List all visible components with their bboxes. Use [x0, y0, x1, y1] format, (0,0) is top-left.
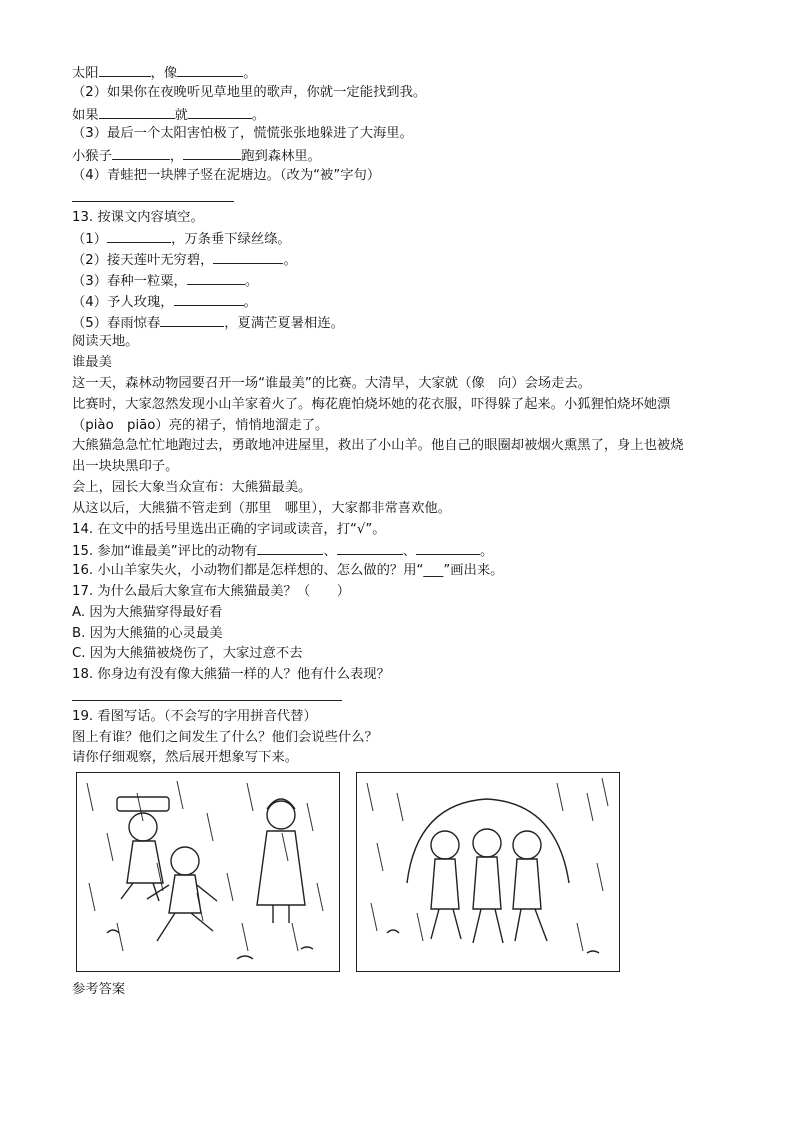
reading-heading: 阅读天地。 — [72, 334, 139, 350]
question-16: 16. 小山羊家失火，小动物们都是怎样想的、怎么做的？用“___”画出来。 — [72, 563, 504, 579]
story-title: 谁最美 — [72, 355, 112, 371]
text: 就 — [174, 107, 188, 123]
text: 。 — [243, 294, 257, 310]
q13-item-2 — [72, 249, 732, 270]
text: 如果 — [72, 107, 99, 123]
story-paragraph: 出一块块黑印子。 — [72, 459, 179, 475]
q17-option-c[interactable]: C. 因为大熊猫被烧伤了，大家过意不去 — [72, 646, 303, 662]
rewrite-q3: （3）最后一个太阳害怕极了，慌慌张张地躲进了大海里。 — [72, 126, 413, 142]
rain-picture-2 — [356, 772, 620, 972]
question-14: 14. 在文中的括号里选出正确的字词或读音，打“√”。 — [72, 521, 386, 537]
text: （4）予人玫瑰， — [72, 294, 174, 310]
text: ，万条垂下绿丝绦。 — [171, 232, 291, 248]
text: 15. 参加“谁最美”评比的动物有 — [72, 544, 258, 560]
blank[interactable] — [213, 249, 283, 264]
text: 。 — [251, 107, 266, 123]
blank[interactable] — [183, 145, 241, 160]
rewrite-answer-line[interactable] — [72, 187, 732, 208]
q19-prompt-2: 请你仔细观察，然后展开想象写下来。 — [72, 750, 299, 766]
picture-story — [76, 772, 616, 972]
q13-item-3 — [72, 270, 732, 291]
text: ，像 — [150, 66, 178, 81]
text: ， — [169, 149, 184, 165]
blank[interactable] — [416, 540, 480, 555]
text: 。 — [243, 66, 257, 81]
text: （3）春种一粒粟， — [72, 273, 187, 289]
blank[interactable] — [99, 104, 175, 119]
q18-answer-line[interactable] — [72, 686, 732, 707]
rain-scene-illustration-1 — [77, 773, 339, 971]
story-paragraph: 会上，园长大象当众宣布：大熊猫最美。 — [72, 479, 312, 495]
blank[interactable] — [174, 291, 244, 306]
text: 太阳 — [72, 66, 99, 81]
rewrite-q4: （4）青蛙把一块牌子竖在泥塘边。（改为“被”字句） — [72, 167, 381, 183]
text: 。 — [244, 273, 259, 289]
answer-blank[interactable] — [72, 686, 342, 701]
q19-prompt-1: 图上有谁？他们之间发生了什么？他们会说些什么？ — [72, 729, 378, 745]
rewrite-line-2 — [72, 104, 732, 125]
story-paragraph: （piào piāo）亮的裙子，悄悄地溜走了。 — [72, 417, 329, 433]
blank[interactable] — [257, 540, 323, 555]
q13-item-1 — [72, 228, 732, 249]
answer-blank[interactable] — [72, 187, 234, 202]
story-paragraph: 这一天，森林动物园要召开一场“谁最美”的比赛。大清早，大家就（像 向）会场走去。 — [72, 375, 592, 391]
rewrite-line-1 — [72, 62, 732, 83]
blank[interactable] — [188, 104, 252, 119]
text: （2）接天莲叶无穷碧， — [72, 253, 214, 269]
blank[interactable] — [112, 145, 170, 160]
rain-scene-illustration-2 — [357, 773, 619, 971]
question-15 — [72, 540, 732, 561]
q13-item-4 — [72, 291, 732, 312]
rewrite-q2: （2）如果你在夜晚听见草地里的歌声，你就一定能找到我。 — [72, 84, 427, 100]
text: 小猴子 — [72, 149, 112, 165]
blank[interactable] — [99, 62, 151, 77]
question-18: 18. 你身边有没有像大熊猫一样的人？他有什么表现？ — [72, 667, 390, 683]
question-19: 19. 看图写话。（不会写的字用拼音代替） — [72, 708, 317, 724]
blank[interactable] — [107, 228, 171, 243]
rain-picture-1 — [76, 772, 340, 972]
blank[interactable] — [177, 62, 243, 77]
text: 、 — [402, 544, 417, 560]
question-13: 13. 按课文内容填空。 — [72, 209, 204, 225]
text: （1） — [72, 232, 108, 248]
blank[interactable] — [187, 270, 245, 285]
q17-option-b[interactable]: B. 因为大熊猫的心灵最美 — [72, 625, 223, 641]
text: ，夏满芒夏暑相连。 — [224, 315, 344, 331]
story-paragraph: 比赛时，大家忽然发现小山羊家着火了。梅花鹿怕烧坏她的花衣服，吓得躲了起来。小狐狸怕烧坏她漂 — [72, 396, 671, 412]
blank[interactable] — [160, 312, 224, 327]
question-17: 17. 为什么最后大象宣布大熊猫最美？（ ） — [72, 583, 351, 599]
text: 。 — [480, 544, 494, 560]
text: 跑到森林里。 — [241, 149, 321, 165]
q13-item-5 — [72, 312, 732, 333]
text: （5）春雨惊春 — [72, 315, 161, 331]
q17-option-a[interactable]: A. 因为大熊猫穿得最好看 — [72, 604, 223, 620]
text: 、 — [323, 544, 337, 560]
answer-heading: 参考答案 — [72, 982, 126, 997]
story-paragraph: 大熊猫急急忙忙地跑过去，勇敢地冲进屋里，救出了小山羊。他自己的眼圈却被烟火熏黑了，身上也被烧 — [72, 438, 684, 454]
blank[interactable] — [337, 540, 403, 555]
rewrite-line-3 — [72, 145, 732, 166]
text: 。 — [283, 253, 297, 269]
story-paragraph: 从这以后，大熊猫不管走到（那里 哪里），大家都非常喜欢他。 — [72, 500, 451, 516]
worksheet-content — [72, 62, 732, 769]
